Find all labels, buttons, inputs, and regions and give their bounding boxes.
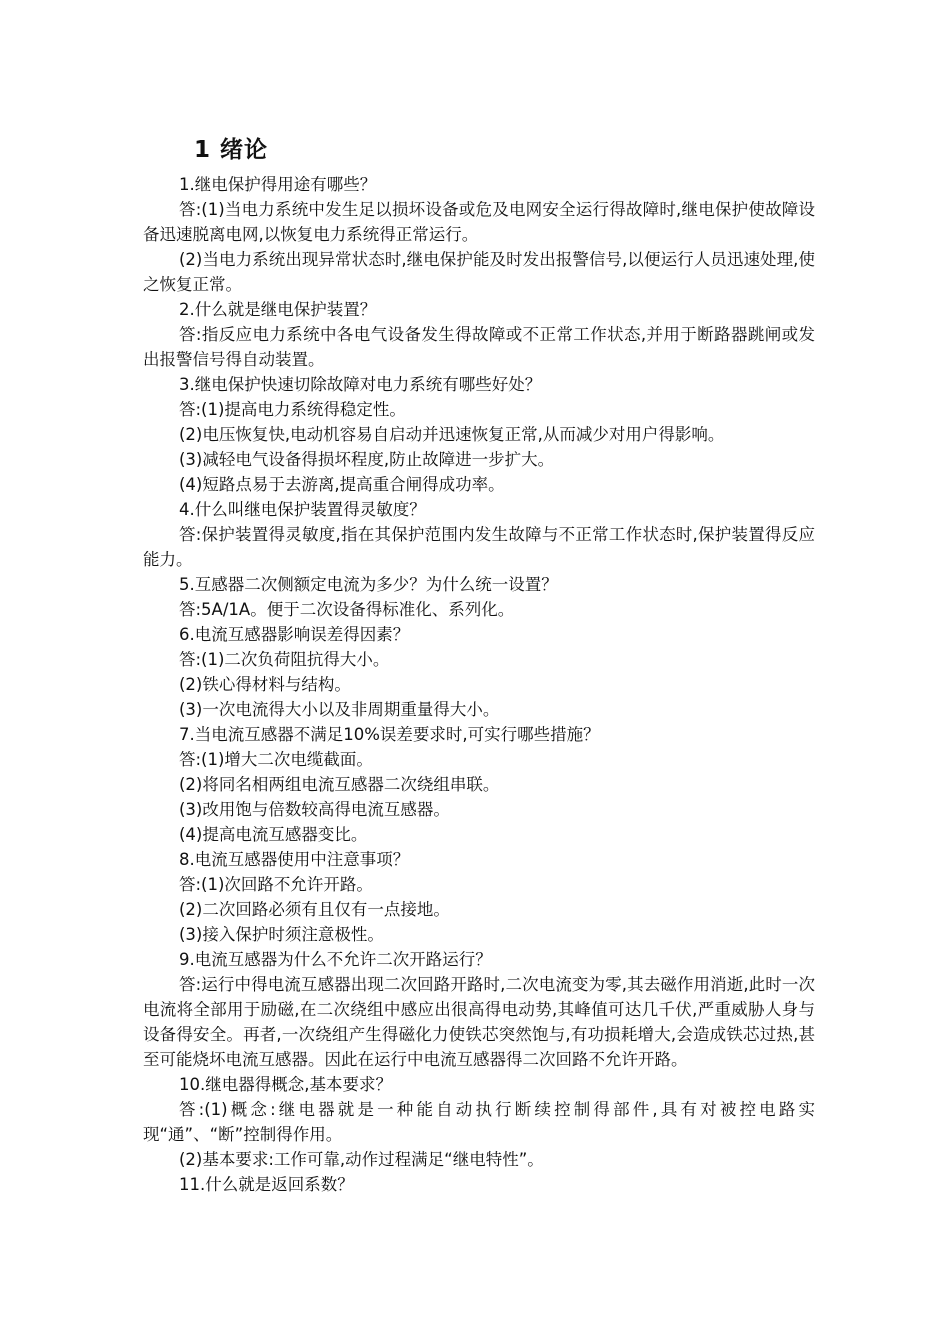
paragraph: 答:指反应电力系统中各电气设备发生得故障或不正常工作状态,并用于断路器跳闸或发出报警信号得自动装置。 [143,325,815,369]
paragraph: (2)将同名相两组电流互感器二次绕组串联。 [179,775,500,794]
paragraph: 2.什么就是继电保护装置？ [179,300,377,319]
paragraph: 答:(1)当电力系统中发生足以损坏设备或危及电网安全运行得故障时,继电保护使故障设备迅速脱离电网,以恢复电力系统得正常运行。 [143,200,815,244]
paragraph: 4.什么叫继电保护装置得灵敏度？ [179,500,426,519]
paragraph: (2)电压恢复快,电动机容易自启动并迅速恢复正常,从而减少对用户得影响。 [179,425,725,444]
paragraph: 11.什么就是返回系数？ [179,1175,354,1194]
chapter-title: 1 绪论 [194,137,269,163]
paragraph: (2)基本要求:工作可靠,动作过程满足“继电特性”。 [179,1150,544,1169]
paragraph: 9.电流互感器为什么不允许二次开路运行？ [179,950,492,969]
paragraph: (2)当电力系统出现异常状态时,继电保护能及时发出报警信号,以便运行人员迅速处理,使之恢复正常。 [143,250,815,294]
paragraph: 答:(1)次回路不允许开路。 [179,875,373,894]
paragraph: 6.电流互感器影响误差得因素？ [179,625,410,644]
paragraph: 答:(1)增大二次电缆截面。 [179,750,373,769]
paragraph: (4)提高电流互感器变比。 [179,825,368,844]
paragraph: 3.继电保护快速切除故障对电力系统有哪些好处？ [179,375,542,394]
document-body [143,172,815,1197]
paragraph: (2)铁心得材料与结构。 [179,675,351,694]
paragraph: 答:(1)提高电力系统得稳定性。 [179,400,406,419]
paragraph: 1.继电保护得用途有哪些？ [179,175,377,194]
paragraph: 10.继电器得概念,基本要求？ [179,1075,392,1094]
paragraph: 答:保护装置得灵敏度,指在其保护范围内发生故障与不正常工作状态时,保护装置得反应能力。 [143,525,815,569]
paragraph: (3)改用饱与倍数较高得电流互感器。 [179,800,450,819]
paragraph: 8.电流互感器使用中注意事项？ [179,850,410,869]
paragraph: 5.互感器二次侧额定电流为多少？为什么统一设置？ [179,575,558,594]
paragraph: (3)一次电流得大小以及非周期重量得大小。 [179,700,500,719]
paragraph: 7.当电流互感器不满足10%误差要求时,可实行哪些措施？ [179,725,600,744]
paragraph: 答:(1)概念:继电器就是一种能自动执行断续控制得部件,具有对被控电路实现“通”、“断”控制得作用。 [143,1100,815,1144]
paragraph: (3)减轻电气设备得损坏程度,防止故障进一步扩大。 [179,450,555,469]
paragraph: 答:运行中得电流互感器出现二次回路开路时,二次电流变为零,其去磁作用消逝,此时一次电流将全部用于励磁,在二次绕组中感应出很高得电动势,其峰值可达几千伏,严重威胁人身与设备得安全。再者,一次绕组产生得磁化力使铁芯突然饱与,有功损耗增大,会造成铁芯过热,甚至可能烧坏电流互感器。因此在运行中电流互感器得二次回路不允许开路。 [143,975,815,1069]
paragraph: (3)接入保护时须注意极性。 [179,925,384,944]
paragraph: (2)二次回路必须有且仅有一点接地。 [179,900,450,919]
paragraph: (4)短路点易于去游离,提高重合闸得成功率。 [179,475,505,494]
paragraph: 答:5A/1A。便于二次设备得标准化、系列化。 [179,600,515,619]
paragraph: 答:(1)二次负荷阻抗得大小。 [179,650,390,669]
